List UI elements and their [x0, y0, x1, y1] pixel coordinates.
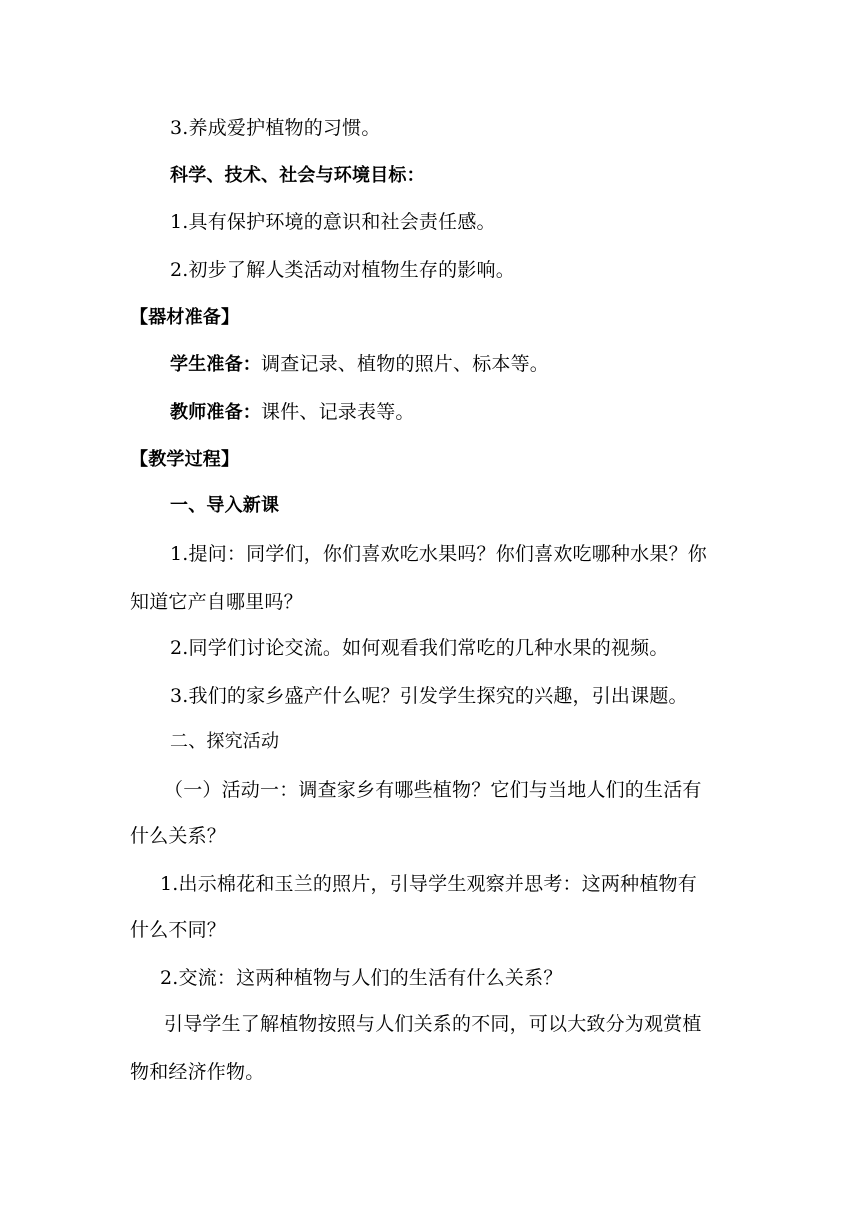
process-heading: 【教学过程】 [130, 449, 240, 470]
activity-1-line-1: （一）活动一：调查家乡有哪些植物？它们与当地人们的生活有 [164, 779, 702, 801]
intro-item-2: 2.同学们讨论交流。如何观看我们常吃的几种水果的视频。 [170, 637, 669, 659]
materials-heading: 【器材准备】 [130, 307, 240, 328]
activity-item-2: 2.交流：这两种植物与人们的生活有什么关系？ [160, 967, 563, 989]
goal-item-3: 3.养成爱护植物的习惯。 [170, 117, 381, 139]
activity-1-line-2: 什么关系？ [130, 825, 227, 847]
intro-item-1-line-2: 知道它产自哪里吗？ [130, 591, 303, 613]
student-prep-text: 调查记录、植物的照片、标本等。 [261, 353, 550, 375]
student-prep-line [170, 352, 549, 377]
guidance-line-2: 物和经济作物。 [130, 1061, 265, 1083]
sts-goal-item-2: 2.初步了解人类活动对植物生存的影响。 [170, 259, 515, 281]
guidance-line-1: 引导学生了解植物按照与人们关系的不同，可以大致分为观赏植 [164, 1013, 702, 1035]
activity-item-1-line-2: 什么不同？ [130, 919, 227, 941]
student-prep-label: 学生准备： [170, 354, 261, 375]
sts-goal-heading: 科学、技术、社会与环境目标： [170, 165, 425, 186]
section-intro-heading: 一、导入新课 [170, 495, 280, 516]
activity-item-1-line-1: 1.出示棉花和玉兰的照片，引导学生观察并思考：这两种植物有 [160, 873, 697, 895]
intro-item-3: 3.我们的家乡盛产什么呢？引发学生探究的兴趣，引出课题。 [170, 685, 688, 707]
teacher-prep-line [170, 400, 415, 425]
section-explore-heading: 二、探究活动 [170, 731, 280, 752]
sts-goal-item-1: 1.具有保护环境的意识和社会责任感。 [170, 211, 496, 233]
teacher-prep-label: 教师准备： [170, 402, 261, 423]
teacher-prep-text: 课件、记录表等。 [261, 401, 415, 423]
intro-item-1-line-1: 1.提问：同学们，你们喜欢吃水果吗？你们喜欢吃哪种水果？你 [170, 543, 707, 565]
